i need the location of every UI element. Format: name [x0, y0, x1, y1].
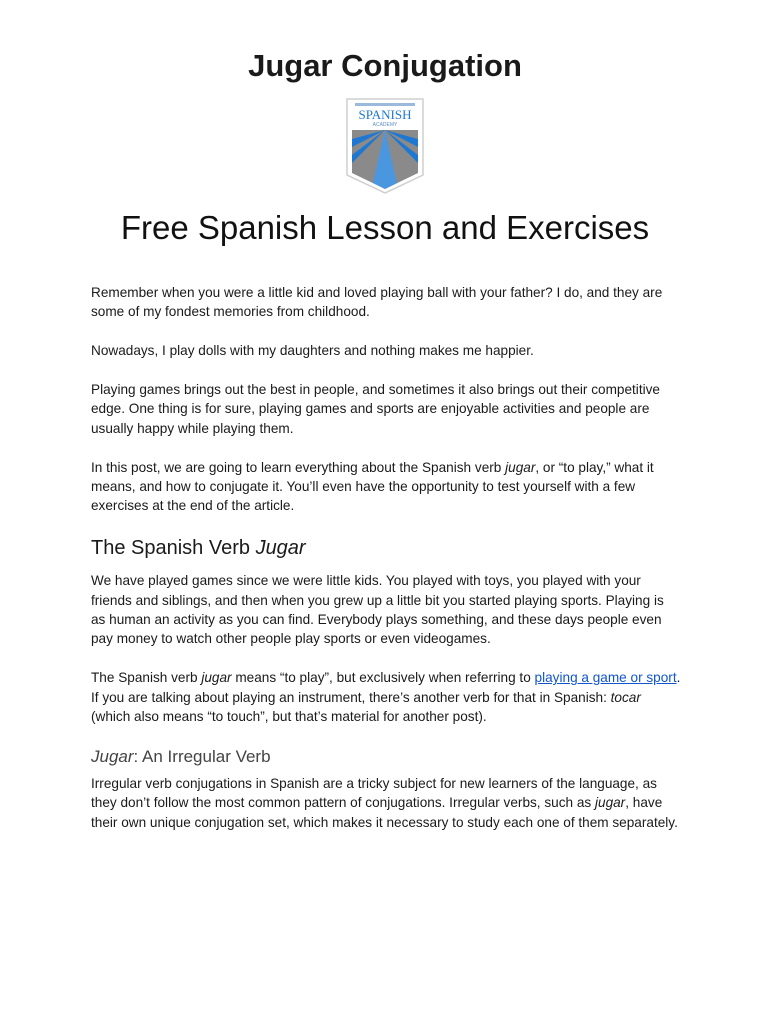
section-heading-spanish-verb-jugar: [91, 535, 681, 561]
text: means “to play”, but exclusively when referring to: [231, 670, 535, 686]
text: Irregular verb conjugations in Spanish are a tricky subject for new learners of the language, as they don’t follow the most common pattern of conjugations. Irregular verbs, such as: [91, 775, 657, 811]
emphasis: jugar: [594, 795, 626, 811]
emphasis: Jugar: [255, 537, 306, 560]
section1-paragraph-1: We have played games since we were little kids. You played with toys, you played with your friends and siblings, and then when you grew up a little bit you started playing sports. Playing is as human an activity as you can find. Everybody plays something, and these days people even pay money to watch other people play sports or even videogames.: [91, 573, 664, 647]
playing-game-link[interactable]: playing a game or sport: [534, 670, 677, 686]
text: , have their own unique conjugation set, which makes it necessary to study each one of them separately.: [91, 795, 678, 830]
spanish-academy-logo: [345, 97, 425, 195]
text: The Spanish Verb: [91, 537, 256, 560]
emphasis: tocar: [610, 689, 641, 705]
logo-text: SPANISH: [358, 107, 412, 122]
logo-subtext: ACADEMY: [372, 122, 398, 128]
intro-paragraph-1: Remember when you were a little kid and loved playing ball with your father? I do, and they are some of my fondest memories from childhood.: [91, 285, 663, 320]
section2-paragraph-1: [91, 774, 681, 832]
text: , or “to play,” what it means, and how to conjugate it. You’ll even have the opportunity to test yourself with a few exercises at the end of the article.: [91, 459, 654, 514]
intro-paragraph-3: Playing games brings out the best in people, and sometimes it also brings out their competitive edge. One thing is for sure, playing games and sports are enjoyable activities and people are usually happy while playing them.: [91, 382, 660, 436]
text: . If you are talking about playing an instrument, there’s another verb for that in Spanish:: [91, 670, 681, 705]
intro-paragraph-2: Nowadays, I play dolls with my daughters and nothing makes me happier.: [91, 343, 534, 359]
emphasis: Jugar: [91, 746, 134, 766]
document-body: [91, 283, 681, 851]
text: In this post, we are going to learn everything about the Spanish verb: [91, 459, 506, 475]
emphasis: jugar: [505, 459, 536, 475]
intro-paragraph-4: [91, 458, 681, 516]
document-title: Jugar Conjugation: [248, 48, 522, 83]
section1-paragraph-2: [91, 668, 681, 726]
document-subtitle: Free Spanish Lesson and Exercises: [120, 209, 650, 246]
emphasis: jugar: [201, 670, 232, 686]
text: (which also means “to touch”, but that’s material for another post).: [91, 709, 487, 725]
text: : An Irregular Verb: [133, 746, 271, 766]
section-heading-irregular-verb: [91, 746, 681, 768]
text: The Spanish verb: [91, 670, 202, 686]
